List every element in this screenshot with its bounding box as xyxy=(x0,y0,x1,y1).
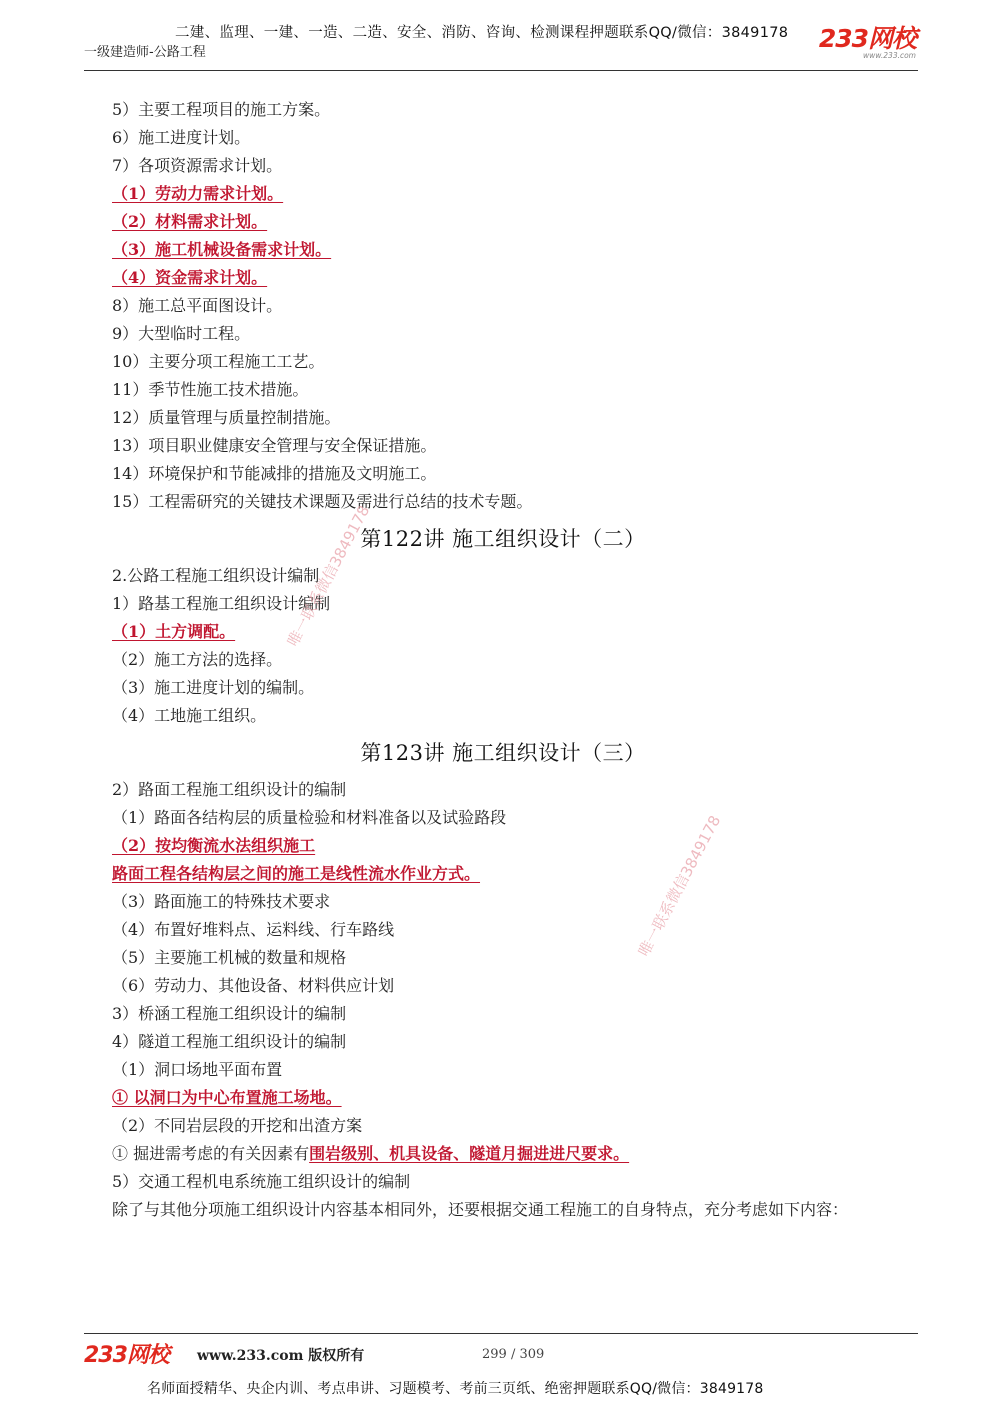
watermark: 唯一联系微信3849178 xyxy=(634,812,725,960)
list-item: 5）交通工程机电系统施工组织设计的编制 xyxy=(112,1172,411,1191)
list-item: 4）隧道工程施工组织设计的编制 xyxy=(112,1032,347,1051)
list-item: 14）环境保护和节能减排的措施及文明施工。 xyxy=(112,464,437,483)
list-item: （4）布置好堆料点、运料线、行车路线 xyxy=(112,920,395,939)
highlighted-item: （2）材料需求计划。 xyxy=(112,212,268,231)
list-item: 10）主要分项工程施工工艺。 xyxy=(112,352,325,371)
list-item: （1）路面各结构层的质量检验和材料准备以及试验路段 xyxy=(112,808,507,827)
list-item: （3）路面施工的特殊技术要求 xyxy=(112,892,331,911)
list-item: 6）施工进度计划。 xyxy=(112,128,251,147)
list-item: 1）路基工程施工组织设计编制 xyxy=(112,594,331,613)
section-heading-122: 第122讲 施工组织设计（二） xyxy=(360,527,646,551)
footer-banner: 名师面授精华、央企内训、考点串讲、习题模考、考前三页纸、绝密押题联系QQ/微信：3849178 xyxy=(147,1381,764,1397)
header-banner: 二建、监理、一建、一造、二造、安全、消防、咨询、检测课程押题联系QQ/微信：3849178 xyxy=(175,25,789,41)
list-item: （2）施工方法的选择。 xyxy=(112,650,283,669)
document-subtitle: 一级建造师-公路工程 xyxy=(84,45,206,60)
list-item: 2.公路工程施工组织设计编制 xyxy=(112,566,320,585)
header-logo xyxy=(819,26,916,60)
header-divider xyxy=(84,70,918,71)
logo-url: www.233.com xyxy=(862,51,916,60)
page-number: 299 / 309 xyxy=(482,1347,545,1362)
logo-text: 233网校 xyxy=(818,24,916,53)
list-item: 12）质量管理与质量控制措施。 xyxy=(112,408,341,427)
watermark: 唯一联系微信3849178 xyxy=(283,502,374,650)
list-item: 3）桥涵工程施工组织设计的编制 xyxy=(112,1004,347,1023)
page-body xyxy=(112,96,922,1224)
list-item: 11）季节性施工技术措施。 xyxy=(112,380,309,399)
list-item: 15）工程需研究的关键技术课题及需进行总结的技术专题。 xyxy=(112,492,533,511)
highlighted-text: 围岩级别、机具设备、隧道月掘进进尺要求。 xyxy=(309,1144,630,1163)
list-item: （5）主要施工机械的数量和规格 xyxy=(112,948,347,967)
list-item: 8）施工总平面图设计。 xyxy=(112,296,283,315)
highlighted-item: ① 以洞口为中心布置施工场地。 xyxy=(112,1088,342,1107)
highlighted-item: （1）劳动力需求计划。 xyxy=(112,184,284,203)
list-item: 9）大型临时工程。 xyxy=(112,324,251,343)
list-item-prefix: ① 掘进需考虑的有关因素有 xyxy=(112,1144,310,1163)
footer-logo: 233网校 xyxy=(84,1343,169,1368)
footer-copyright: www.233.com 版权所有 xyxy=(197,1348,365,1364)
list-item: 2）路面工程施工组织设计的编制 xyxy=(112,780,347,799)
highlighted-item: 路面工程各结构层之间的施工是线性流水作业方式。 xyxy=(112,864,481,883)
list-item: （2）不同岩层段的开挖和出渣方案 xyxy=(112,1116,363,1135)
list-item xyxy=(112,1140,922,1168)
list-item: （1）洞口场地平面布置 xyxy=(112,1060,283,1079)
list-item: 7）各项资源需求计划。 xyxy=(112,156,283,175)
list-item: 5）主要工程项目的施工方案。 xyxy=(112,100,331,119)
highlighted-item: （4）资金需求计划。 xyxy=(112,268,268,287)
list-item: 13）项目职业健康安全管理与安全保证措施。 xyxy=(112,436,437,455)
highlighted-item: （3）施工机械设备需求计划。 xyxy=(112,240,332,259)
footer-divider xyxy=(84,1333,918,1334)
paragraph: 除了与其他分项施工组织设计内容基本相同外，还要根据交通工程施工的自身特点，充分考虑如下内容： xyxy=(112,1200,849,1219)
section-heading-123: 第123讲 施工组织设计（三） xyxy=(360,741,646,765)
highlighted-item: （1）土方调配。 xyxy=(112,622,236,641)
list-item: （6）劳动力、其他设备、材料供应计划 xyxy=(112,976,395,995)
list-item: （3）施工进度计划的编制。 xyxy=(112,678,315,697)
highlighted-item: （2）按均衡流水法组织施工 xyxy=(112,836,316,855)
list-item: （4）工地施工组织。 xyxy=(112,706,267,725)
